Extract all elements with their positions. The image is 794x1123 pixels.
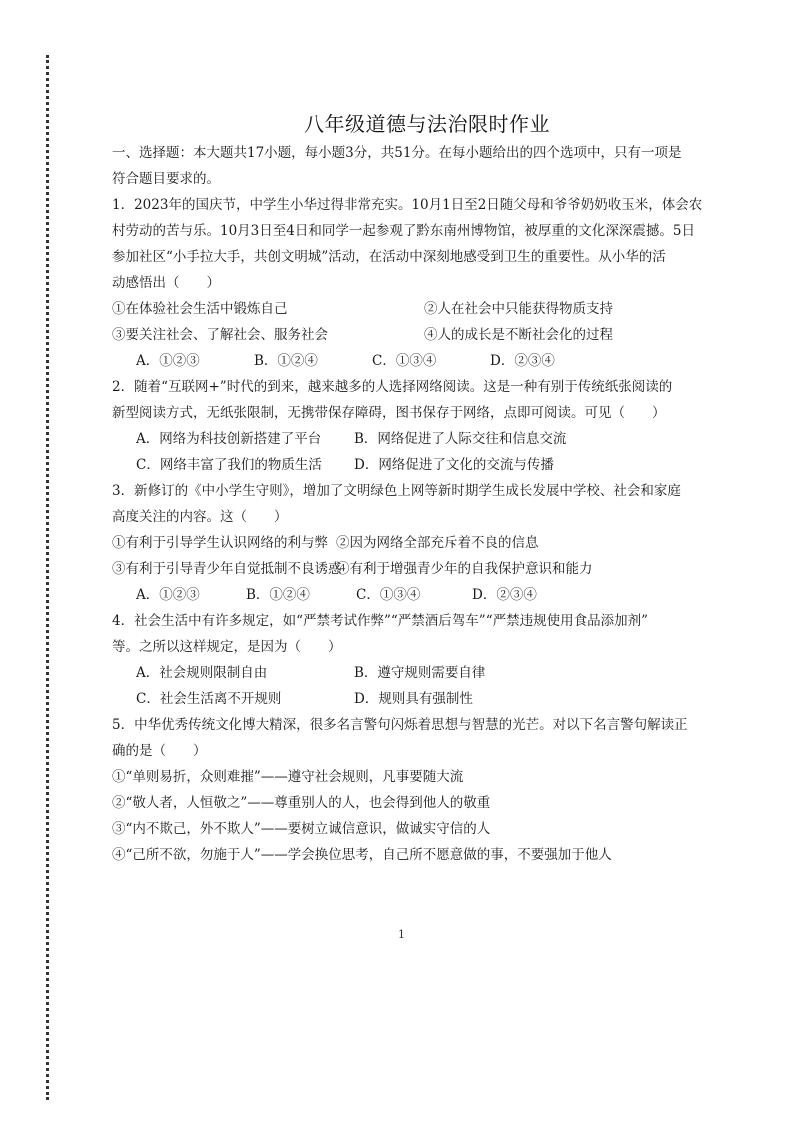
q1-option-b: B．①②④: [254, 353, 318, 369]
q2-option-c: C．网络丰富了我们的物质生活: [136, 457, 322, 473]
q4-stem-line: 4．社会生活中有许多规定，如“严禁考试作弊”“严禁酒后驾车”“严禁违规使用食品添加剂”: [112, 613, 648, 629]
q1-option-d: D．②③④: [490, 353, 555, 369]
q1-statements: [112, 296, 672, 348]
instructions-line: 符合题目要求的。: [112, 171, 220, 187]
q3-option-c: C．①③④: [356, 587, 421, 603]
binding-dotted-line: [46, 55, 49, 1100]
q3-statement: ①有利于引导学生认识网络的利与弊: [112, 535, 328, 551]
q1-statement: ④人的成长是不断社会化的过程: [424, 327, 613, 343]
q3-options: [112, 582, 672, 608]
q3-statements: [112, 530, 672, 582]
q5-statement: ①“单则易折，众则难摧”——遵守社会规则，凡事要随大流: [112, 769, 464, 785]
question-content: [112, 140, 703, 868]
q3-stem-line: 3．新修订的《中小学生守则》，增加了文明绿色上网等新时期学生成长发展中学校、社会和家庭: [112, 483, 681, 499]
q3-statement: ④有利于增强青少年的自我保护意识和能力: [336, 561, 593, 577]
q4-option-c: C．社会生活离不开规则: [136, 691, 282, 707]
q5-stem-line: 5．中华优秀传统文化博大精深，很多名言警句闪烁着思想与智慧的光芒。对以下名言警句解读正: [112, 717, 688, 733]
q4-options: [112, 660, 672, 712]
page-number: 1: [398, 928, 405, 941]
q2-option-a: A．网络为科技创新搭建了平台: [136, 431, 322, 447]
q5-statement: ③“内不欺己，外不欺人”——要树立诚信意识，做诚实守信的人: [112, 821, 491, 837]
q1-option-c: C．①③④: [372, 353, 437, 369]
q3-option-b: B．①②④: [246, 587, 310, 603]
q3-option-d: D．②③④: [472, 587, 537, 603]
q2-stem-line: 新型阅读方式，无纸张限制，无携带保存障碍，图书保存于网络，点即可阅读。可见（ ）: [112, 405, 666, 421]
q2-options: [112, 426, 672, 478]
q5-stem-line: 确的是（ ）: [112, 743, 207, 759]
q4-option-b: B．遵守规则需要自律: [354, 665, 486, 681]
q1-stem-line: 动感悟出（ ）: [112, 275, 220, 291]
q1-stem-line: 参加社区“小手拉大手，共创文明城”活动，在活动中深刻地感受到卫生的重要性。从小华的活: [112, 249, 666, 265]
page-title: 八年级道德与法治限时作业: [304, 112, 550, 136]
q1-stem-line: 村劳动的苦与乐。10月3日至4日和同学一起参观了黔东南州博物馆，被厚重的文化深深震撼。5日: [112, 223, 695, 239]
q4-option-a: A．社会规则限制自由: [136, 665, 268, 681]
q3-statement: ②因为网络全部充斥着不良的信息: [336, 535, 539, 551]
q3-option-a: A．①②③: [136, 587, 200, 603]
q4-stem-line: 等。之所以这样规定，是因为（ ）: [112, 639, 342, 655]
q2-option-b: B．网络促进了人际交往和信息交流: [354, 431, 567, 447]
q2-stem-line: 2．随着“互联网+”时代的到来，越来越多的人选择网络阅读。这是一种有别于传统纸张阅读的: [112, 379, 673, 395]
q4-option-d: D．规则具有强制性: [354, 691, 473, 707]
q1-statement: ③要关注社会、了解社会、服务社会: [112, 327, 328, 343]
q1-statement: ①在体验社会生活中锻炼自己: [112, 301, 288, 317]
q1-statement: ②人在社会中只能获得物质支持: [424, 301, 613, 317]
q1-option-a: A．①②③: [136, 353, 200, 369]
q5-statement: ④“己所不欲，勿施于人”——学会换位思考，自己所不愿意做的事，不要强加于他人: [112, 847, 612, 863]
q3-stem-line: 高度关注的内容。这（ ）: [112, 509, 288, 525]
q2-option-d: D．网络促进了文化的交流与传播: [354, 457, 554, 473]
instructions-line: 一、选择题：本大题共17小题，每小题3分，共51分。在每小题给出的四个选项中，只有一项是: [112, 145, 682, 161]
q5-statement: ②“敬人者，人恒敬之”——尊重别人的人，也会得到他人的敬重: [112, 795, 491, 811]
q1-options: [112, 348, 672, 374]
q1-stem-line: 1．2023年的国庆节，中学生小华过得非常充实。10月1日至2日随父母和爷爷奶奶收玉米，体会农: [112, 197, 703, 213]
q3-statement: ③有利于引导青少年自觉抵制不良诱惑: [112, 561, 342, 577]
